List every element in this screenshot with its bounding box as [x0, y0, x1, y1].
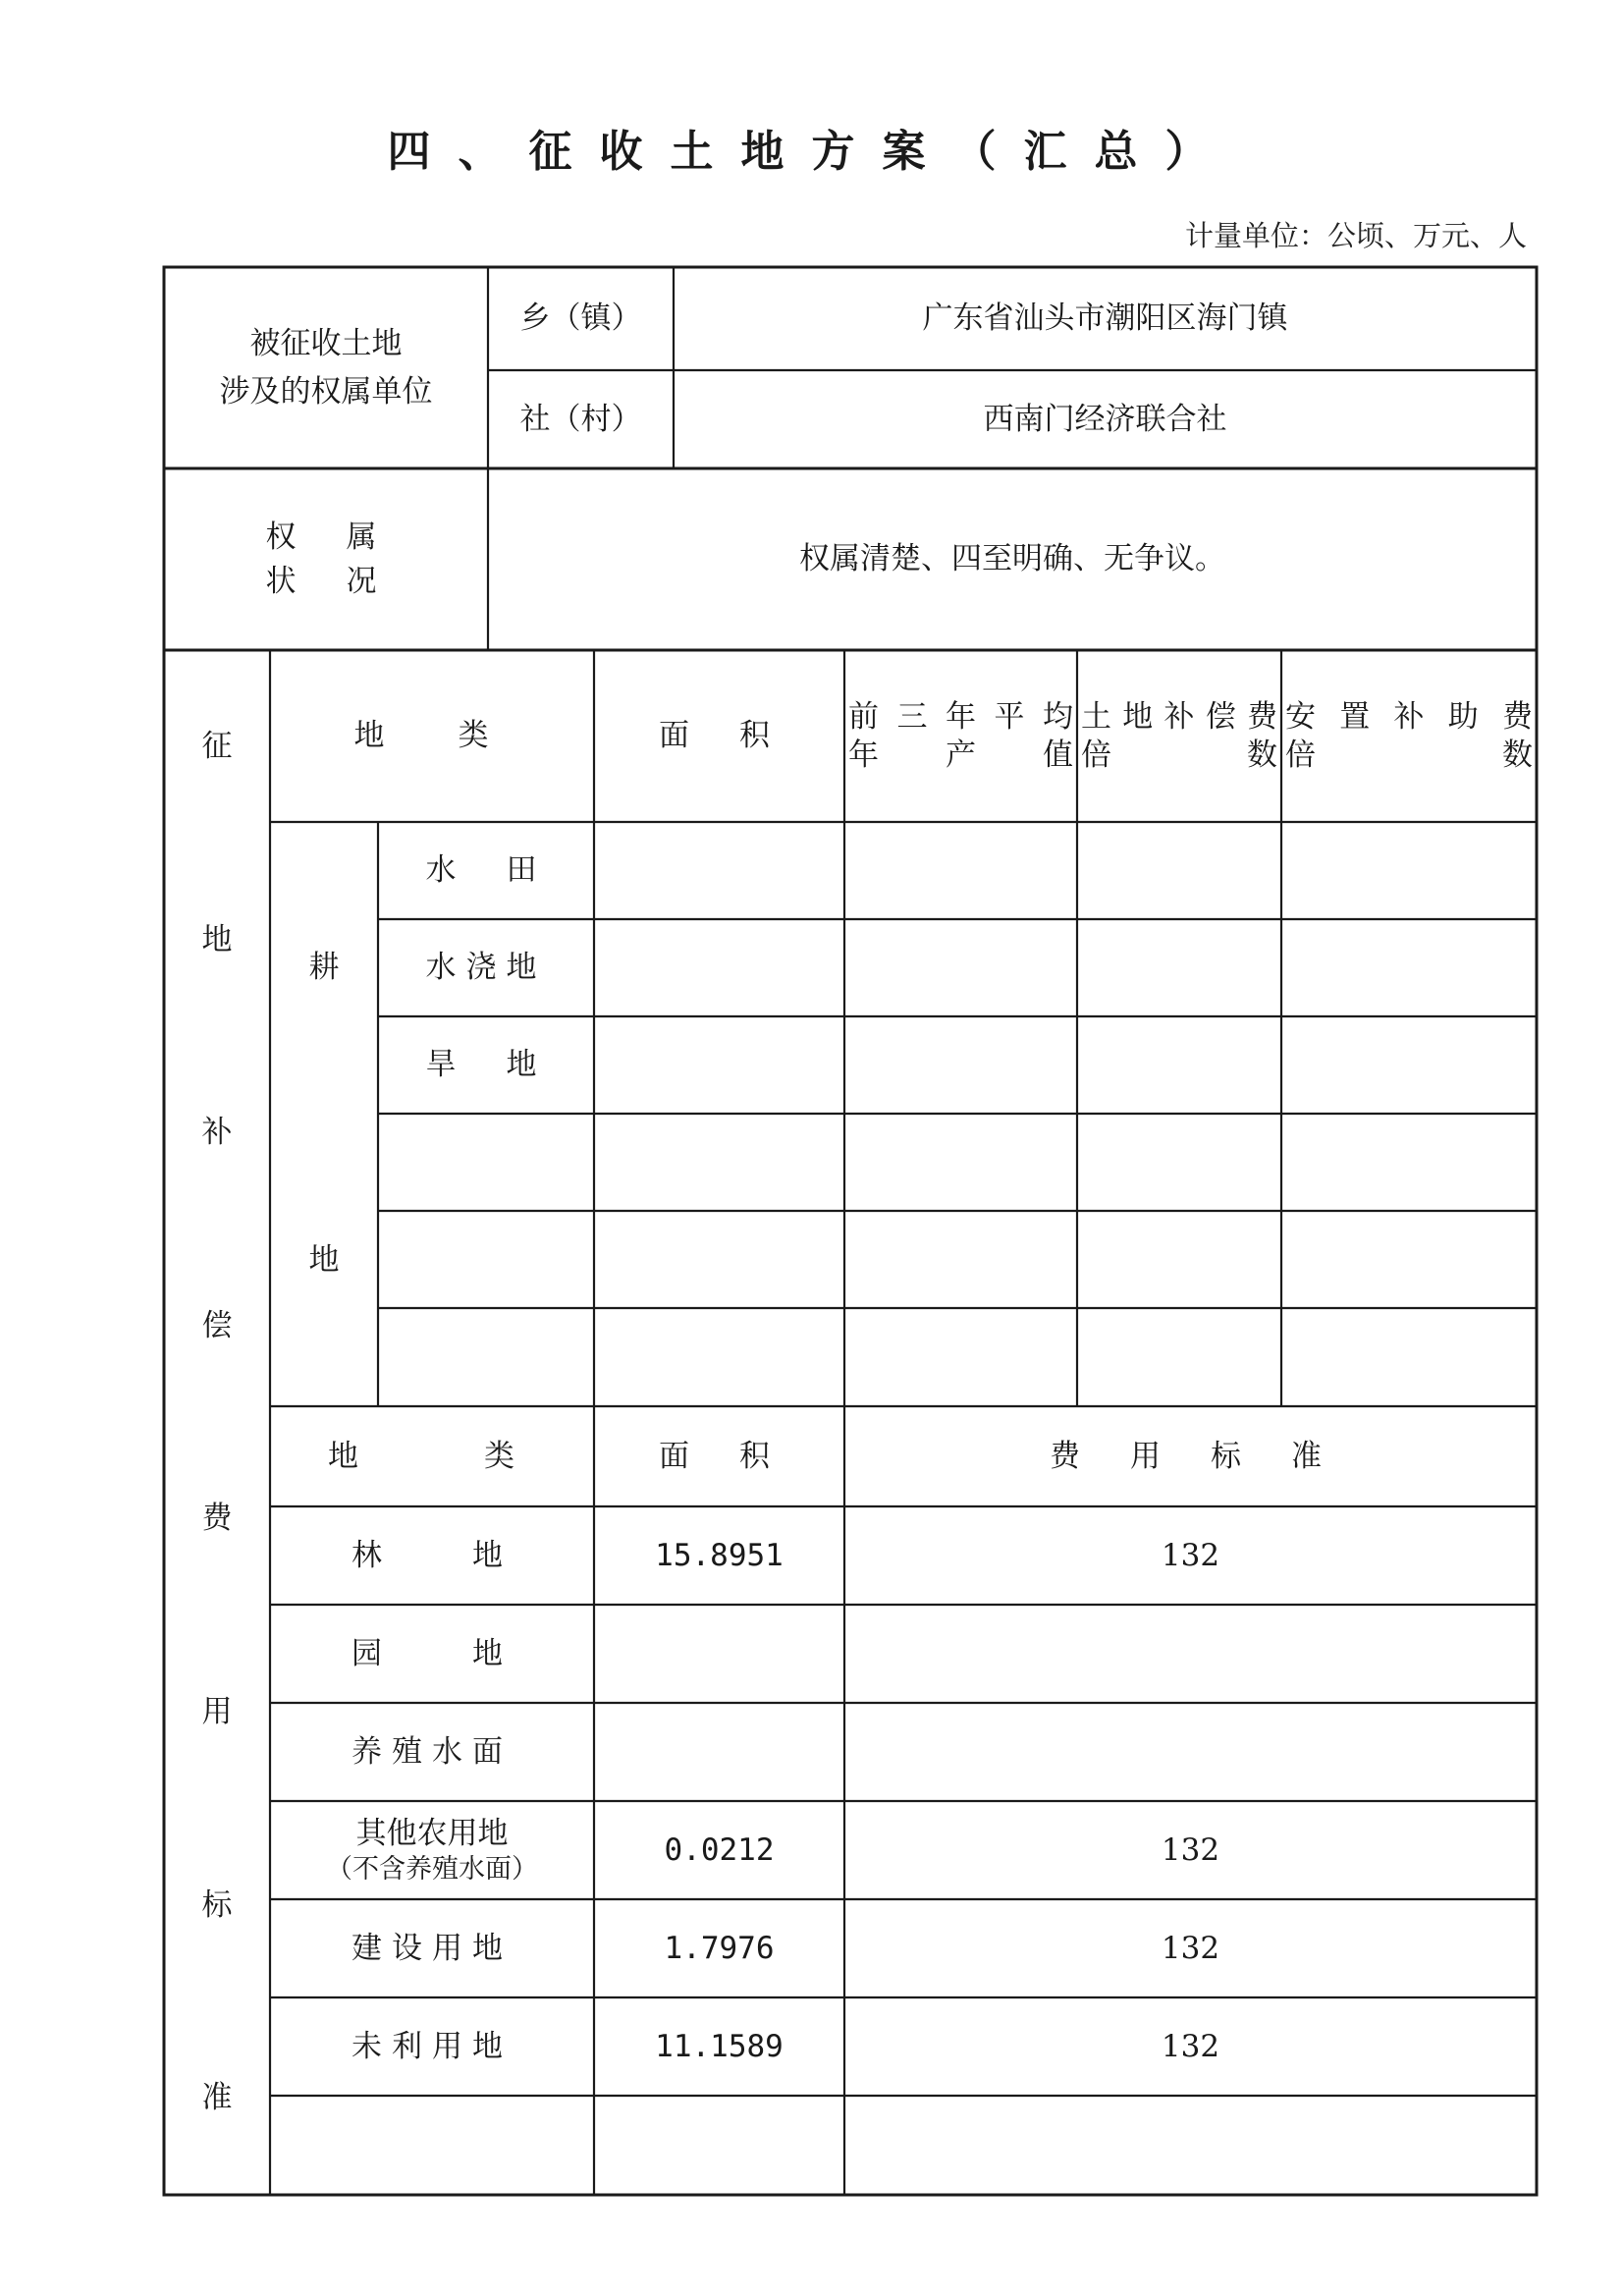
other-type-label: 未利用地: [352, 2028, 513, 2064]
other-type-cell: [270, 1899, 594, 1997]
cultivated-avg-output-cell: [844, 1114, 1077, 1211]
other-type-note: （不含养殖水面）: [326, 1853, 538, 1885]
cultivated-header-land-type: 地 类: [353, 718, 511, 754]
land-comp-line1: 土 地 补 偿 费: [1081, 698, 1277, 735]
cultivated-avg-output-cell: [844, 1308, 1077, 1406]
other-area-cell: [594, 1703, 844, 1801]
other-area-cell: [594, 1605, 844, 1703]
cultivated-type-cell: [378, 1114, 594, 1211]
other-type-cell: [270, 1605, 594, 1703]
side-label-char: 标: [201, 1886, 233, 1923]
cultivated-resettle-cell: [1281, 1211, 1537, 1308]
cultivated-group-char-bottom: 地: [308, 1241, 340, 1278]
other-header-standard: 费 用 标 准: [1050, 1438, 1331, 1474]
cultivated-header-land-comp: [1077, 650, 1281, 822]
status-label-line2: 状 况: [265, 563, 387, 599]
side-label-char: 费: [201, 1501, 233, 1537]
other-standard-cell: [844, 1605, 1537, 1703]
other-standard-cell: 132: [1161, 2028, 1220, 2064]
other-area-cell: 15.8951: [655, 1537, 784, 1573]
cultivated-group-char-top: 耕: [308, 950, 340, 986]
cultivated-land-comp-cell: [1077, 822, 1281, 919]
cultivated-type-cell: 水浇地: [425, 950, 547, 986]
other-standard-cell: [844, 1703, 1537, 1801]
other-type-label: 园 地: [352, 1635, 513, 1671]
avg-output-line2: 年 产 值: [848, 737, 1073, 773]
cultivated-area-cell: [594, 1016, 844, 1114]
cultivated-resettle-cell: [1281, 1016, 1537, 1114]
cultivated-area-cell: [594, 1211, 844, 1308]
cultivated-avg-output-cell: [844, 919, 1077, 1016]
other-type-cell: [270, 1997, 594, 2096]
other-type-cell: [270, 1801, 594, 1899]
side-label-char: 地: [201, 921, 233, 957]
side-label-char: 偿: [201, 1307, 233, 1343]
other-type-cell: [270, 2096, 594, 2195]
cultivated-resettle-cell: [1281, 822, 1537, 919]
unit-note: 计量单位：公顷、万元、人: [1184, 219, 1527, 252]
cultivated-land-comp-cell: [1077, 1308, 1281, 1406]
cultivated-type-cell: 旱 地: [425, 1047, 547, 1083]
other-standard-cell: 132: [1161, 1831, 1220, 1868]
other-header-area: 面 积: [659, 1438, 780, 1474]
cultivated-area-cell: [594, 919, 844, 1016]
other-header-land-type: 地 类: [328, 1438, 536, 1474]
cultivated-header-resettle: [1281, 650, 1537, 822]
cultivated-area-cell: [594, 1114, 844, 1211]
other-type-cell: [270, 1703, 594, 1801]
cultivated-resettle-cell: [1281, 1114, 1537, 1211]
side-label-char: 补: [201, 1115, 233, 1151]
resettle-line2: 倍 数: [1285, 737, 1533, 773]
cultivated-header-avg-output: [844, 650, 1077, 822]
township-value: 广东省汕头市潮阳区海门镇: [922, 301, 1288, 337]
ownership-label: [164, 267, 488, 468]
other-area-cell: 1.7976: [664, 1930, 775, 1966]
land-comp-line2: 倍 数: [1081, 737, 1277, 773]
cultivated-type-cell: 水 田: [425, 852, 547, 889]
other-type-label: 养殖水面: [352, 1733, 513, 1770]
other-area-cell: [594, 2096, 844, 2195]
avg-output-line1: 前 三 年 平 均: [848, 698, 1073, 735]
cultivated-land-comp-cell: [1077, 1114, 1281, 1211]
page-title: 四、征收土地方案（汇总）: [387, 127, 1236, 177]
other-type-label: 林 地: [352, 1537, 513, 1573]
status-label: [164, 468, 488, 650]
cultivated-resettle-cell: [1281, 919, 1537, 1016]
cultivated-land-comp-cell: [1077, 919, 1281, 1016]
other-type-label: 其他农用地: [355, 1815, 509, 1851]
other-type-label: 建设用地: [352, 1930, 513, 1966]
other-standard-cell: 132: [1161, 1537, 1220, 1573]
other-area-cell: 0.0212: [664, 1831, 775, 1868]
cultivated-avg-output-cell: [844, 1016, 1077, 1114]
cultivated-header-area: 面 积: [659, 718, 780, 754]
side-label-char: 用: [201, 1694, 233, 1730]
ownership-label-line2: 涉及的权属单位: [219, 373, 433, 410]
side-label-char: 准: [201, 2080, 233, 2116]
cultivated-area-cell: [594, 1308, 844, 1406]
status-value: 权属清楚、四至明确、无争议。: [799, 541, 1225, 577]
township-label: 乡（镇）: [519, 301, 642, 337]
cultivated-type-cell: [378, 1308, 594, 1406]
other-type-cell: [270, 1506, 594, 1605]
other-standard-cell: [844, 2096, 1537, 2195]
cultivated-land-comp-cell: [1077, 1211, 1281, 1308]
other-area-cell: 11.1589: [655, 2028, 784, 2064]
cultivated-avg-output-cell: [844, 822, 1077, 919]
status-label-line1: 权 属: [265, 519, 387, 555]
side-label-char: 征: [201, 728, 233, 764]
other-standard-cell: 132: [1161, 1930, 1220, 1966]
cultivated-resettle-cell: [1281, 1308, 1537, 1406]
cultivated-land-comp-cell: [1077, 1016, 1281, 1114]
cultivated-type-cell: [378, 1211, 594, 1308]
cultivated-avg-output-cell: [844, 1211, 1077, 1308]
resettle-line1: 安 置 补 助 费: [1285, 698, 1533, 735]
cultivated-area-cell: [594, 822, 844, 919]
village-value: 西南门经济联合社: [983, 401, 1227, 437]
ownership-label-line1: 被征收土地: [249, 325, 403, 361]
village-label: 社（村）: [519, 401, 642, 437]
